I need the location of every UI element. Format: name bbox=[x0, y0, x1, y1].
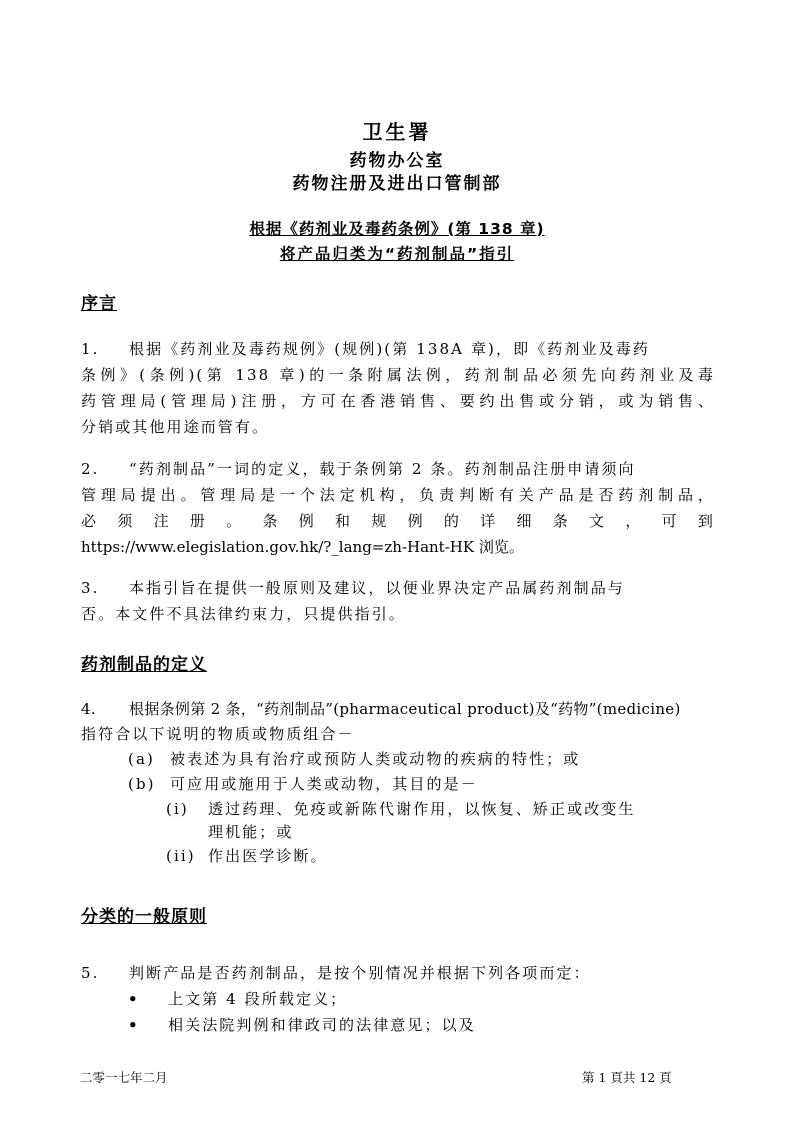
item-label: (a) bbox=[128, 750, 155, 768]
para2-line1 bbox=[81, 456, 715, 482]
item-text: 透过药理、免疫或新陈代谢作用，以恢复、矫正或改变生 bbox=[208, 800, 636, 818]
para5-text: 判断产品是否药剂制品，是按个别情况并根据下列各项而定： bbox=[129, 964, 591, 982]
footer-page-number: 第 1 頁共 12 頁 bbox=[582, 1070, 672, 1085]
para2-line4: https://www.elegislation.gov.hk/?_lang=zh-Hant-HK 浏览。 bbox=[81, 538, 524, 556]
item-text: 被表述为具有治疗或预防人类或动物的疾病的特性；或 bbox=[170, 750, 581, 768]
para4-item-a bbox=[128, 746, 718, 772]
section-heading-preface: 序言 bbox=[81, 294, 117, 314]
para1-line4: 分销或其他用途而管有。 bbox=[81, 418, 270, 436]
para1-line3: 药管理局(管理局)注册，方可在香港销售、要约出售或分销，或为销售、 bbox=[81, 392, 715, 410]
para4-item-i-cont: 理机能；或 bbox=[208, 823, 294, 841]
bullet-text: 相关法院判例和律政司的法律意见；以及 bbox=[168, 1016, 476, 1034]
section-heading-definition: 药剂制品的定义 bbox=[81, 655, 207, 675]
para2-line2: 管理局提出。管理局是一个法定机构，负责判断有关产品是否药剂制品， bbox=[81, 486, 715, 504]
department-name: 卫生署 bbox=[362, 120, 432, 144]
para3-line2: 否。本文件不具法律约束力，只提供指引。 bbox=[81, 605, 406, 623]
para3-text: 本指引旨在提供一般原则及建议，以便业界决定产品属药剂制品与 bbox=[129, 579, 625, 597]
item-text: 可应用或施用于人类或动物，其目的是－ bbox=[170, 775, 478, 793]
para-number: 2. bbox=[81, 460, 100, 478]
section-heading-principles: 分类的一般原则 bbox=[81, 907, 207, 927]
item-text: 作出医学诊断。 bbox=[208, 847, 328, 865]
para3-line1 bbox=[81, 575, 715, 601]
document-title-line2: 将产品归类为“药剂制品”指引 bbox=[279, 245, 515, 263]
division-name: 药物注册及进出口管制部 bbox=[292, 174, 502, 194]
item-label: (i) bbox=[166, 800, 189, 818]
para4-text: 根据条例第 2 条，“药剂制品”(pharmaceutical product)及“药物”(medicine) bbox=[129, 700, 681, 718]
para1-line2: 条例》(条例)(第 138 章)的一条附属法例，药剂制品必须先向药剂业及毒 bbox=[81, 366, 715, 384]
para4-line1 bbox=[81, 696, 715, 722]
para-number: 1. bbox=[81, 340, 100, 358]
para4-line2: 指符合以下说明的物质或物质组合－ bbox=[81, 725, 355, 743]
item-label: (ii) bbox=[166, 847, 196, 865]
para2-line3: 必 须 注 册 。 条 例 和 规 例 的 详 细 条 文 ， 可 到 bbox=[81, 512, 715, 530]
para5-line1 bbox=[81, 960, 715, 986]
bullet-icon: • bbox=[128, 990, 140, 1008]
bullet-icon: • bbox=[128, 1016, 140, 1034]
para4-item-ii bbox=[166, 843, 718, 869]
para4-item-b bbox=[128, 771, 718, 797]
footer-date: 二零一七年二月 bbox=[80, 1070, 168, 1085]
para1-line1 bbox=[81, 336, 715, 362]
item-label: (b) bbox=[128, 775, 156, 793]
office-name: 药物办公室 bbox=[349, 151, 445, 171]
para5-bullet-1 bbox=[128, 986, 718, 1012]
para-number: 3. bbox=[81, 579, 100, 597]
document-title-line1: 根据《药剂业及毒药条例》(第 138 章) bbox=[249, 220, 545, 238]
para5-bullet-2 bbox=[128, 1012, 718, 1038]
para1-text: 根据《药剂业及毒药规例》(规例)(第 138A 章)，即《药剂业及毒药 bbox=[129, 340, 650, 358]
bullet-text: 上文第 4 段所载定义； bbox=[168, 990, 348, 1008]
para-number: 5. bbox=[81, 964, 100, 982]
para2-text: “药剂制品”一词的定义，载于条例第 2 条。药剂制品注册申请须向 bbox=[129, 460, 636, 478]
para-number: 4. bbox=[81, 700, 96, 718]
